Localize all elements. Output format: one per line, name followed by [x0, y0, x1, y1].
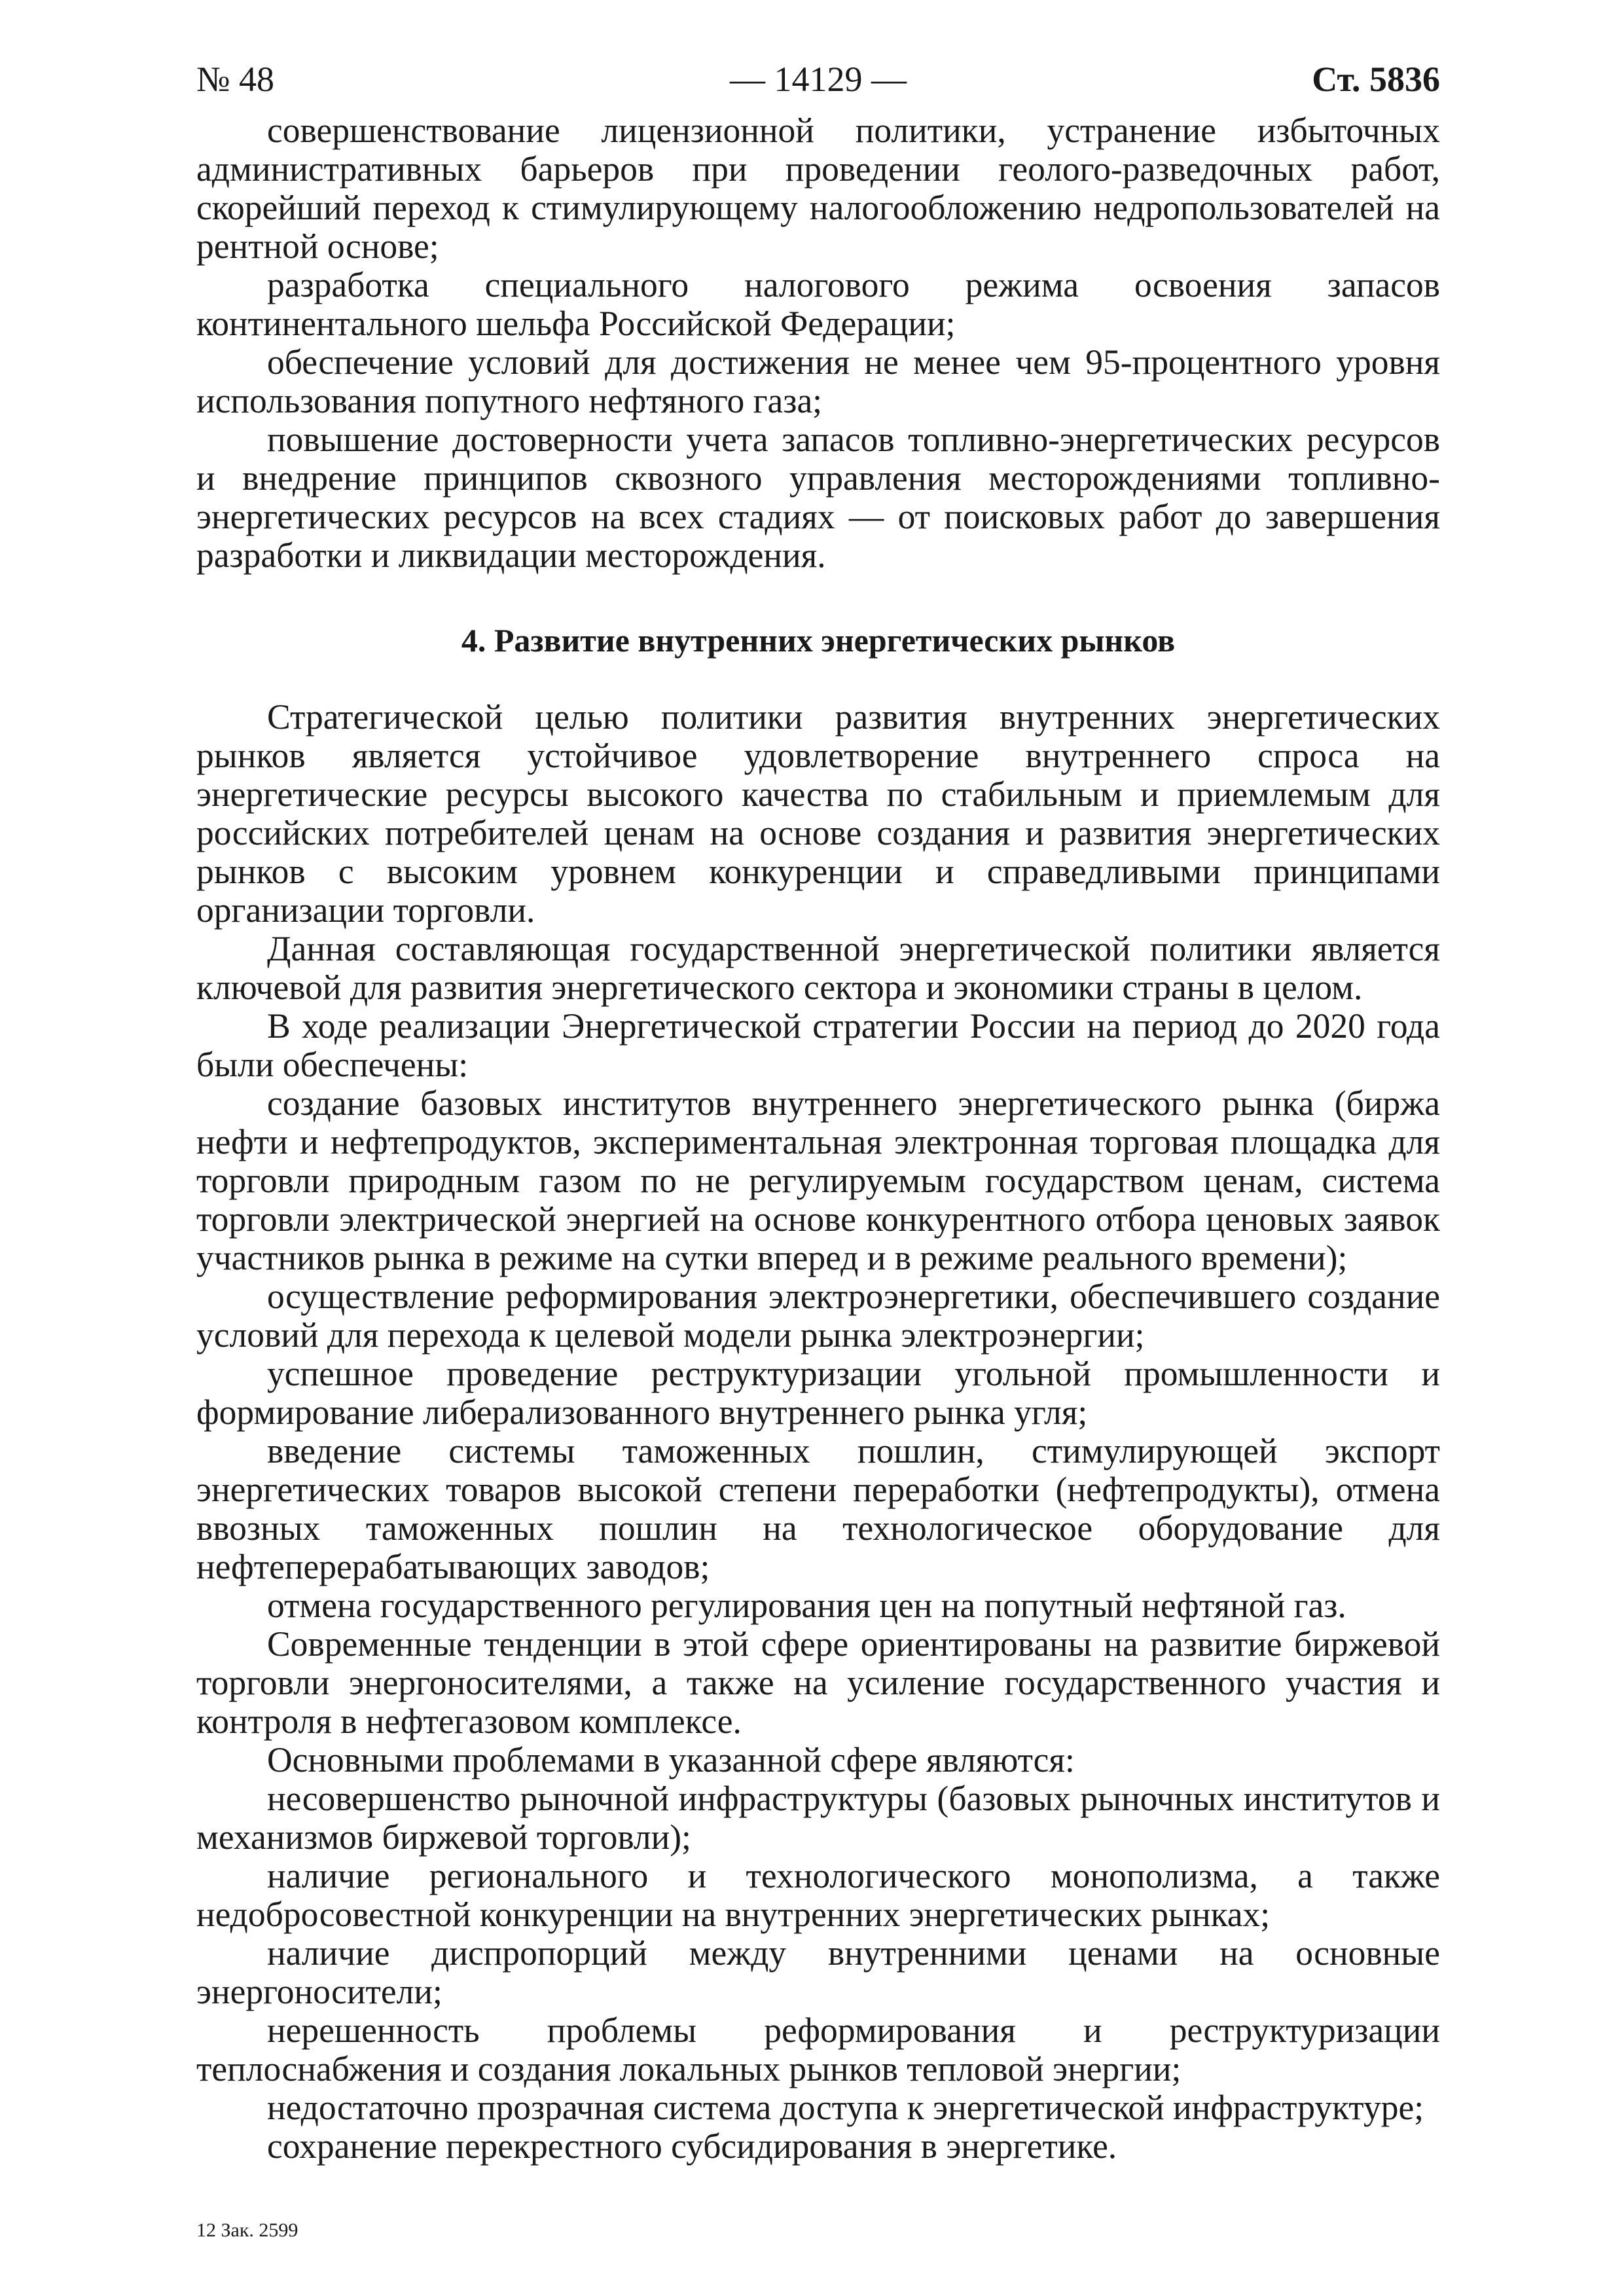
article-number: Ст. 5836	[1312, 60, 1440, 99]
paragraph: отмена государственного регулирования цен на попутный нефтяной газ.	[267, 1586, 1346, 1625]
paragraph: недостаточно прозрачная система доступа к энергетической инфраструктуре;	[267, 2088, 1424, 2127]
list-item: обеспечение условий для достижения не менее чем 95-процентного уровня использования попутного нефтяного газа;	[196, 342, 1440, 420]
paragraph: Основными проблемами в указанной сфере являются:	[267, 1740, 1075, 1779]
section-body	[196, 698, 1440, 2166]
paragraph: Стратегической целью политики развития внутренних энергетических рынков является устойчивое удовлетворение внутреннего спроса на энергетические ресурсы высокого качества по стабильным и приемлемым для российских потребителей ценам на основе создания и развития энергетических рынков с высоким уровнем конкуренции и справедливыми принципами организации торговли.	[196, 697, 1440, 930]
list-item: разработка специального налогового режима освоения запасов континентального шельфа Российской Федерации;	[196, 265, 1440, 343]
list-item: повышение достоверности учета запасов топливно-энергетических ресурсов и внедрение принципов сквозного управления месторождениями топливно-энергетических ресурсов на всех стадиях — от поисковых работ до завершения разработки и ликвидации месторождения.	[196, 420, 1440, 575]
document-page	[196, 39, 1440, 2166]
issue-number: № 48	[196, 60, 275, 99]
paragraph: наличие регионального и технологического монополизма, а также недобросовестной конкуренции на внутренних энергетических рынках;	[196, 1856, 1440, 1934]
paragraph: успешное проведение реструктуризации угольной промышленности и формирование либерализованного внутреннего рынка угля;	[196, 1354, 1440, 1432]
page-number: — 14129 —	[730, 60, 907, 99]
print-mark: 12 Зак. 2599	[196, 2219, 298, 2241]
list-item: совершенствование лицензионной политики, устранение избыточных административных барьеров при проведении геолого-разведочных работ, скорейший переход к стимулирующему налогообложению недропользователей на рентной основе;	[196, 111, 1440, 266]
paragraph: нерешенность проблемы реформирования и реструктуризации теплоснабжения и создания локальных рынков тепловой энергии;	[196, 2011, 1440, 2088]
paragraph: В ходе реализации Энергетической стратегии России на период до 2020 года были обеспечены:	[196, 1006, 1440, 1084]
page-header	[196, 39, 1440, 111]
paragraph: создание базовых институтов внутреннего энергетического рынка (биржа нефти и нефтепродуктов, экспериментальная электронная торговая площадка для торговли природным газом по не регулируемым государством ценам, система торговли электрической энергией на основе конкурентного отбора ценовых заявок участников рынка в режиме на сутки вперед и в режиме реального времени);	[196, 1084, 1440, 1277]
paragraph: Современные тенденции в этой сфере ориентированы на развитие биржевой торговли энергоносителями, а также на усиление государственного участия и контроля в нефтегазовом комплексе.	[196, 1624, 1440, 1741]
paragraph: сохранение перекрестного субсидирования в энергетике.	[267, 2126, 1117, 2166]
intro-list	[196, 111, 1440, 575]
section-heading: 4. Развитие внутренних энергетических рынков	[461, 622, 1176, 659]
paragraph: наличие диспропорций между внутренними ценами на основные энергоносители;	[196, 1933, 1440, 2011]
paragraph: несовершенство рыночной инфраструктуры (базовых рыночных институтов и механизмов биржевой торговли);	[196, 1779, 1440, 1857]
paragraph: Данная составляющая государственной энергетической политики является ключевой для развития энергетического сектора и экономики страны в целом.	[196, 929, 1440, 1007]
paragraph: введение системы таможенных пошлин, стимулирующей экспорт энергетических товаров высокой степени переработки (нефтепродукты), отмена ввозных таможенных пошлин на технологическое оборудование для нефтеперерабатывающих заводов;	[196, 1431, 1440, 1586]
paragraph: осуществление реформирования электроэнергетики, обеспечившего создание условий для перехода к целевой модели рынка электроэнергии;	[196, 1277, 1440, 1355]
document-body	[196, 111, 1440, 2166]
